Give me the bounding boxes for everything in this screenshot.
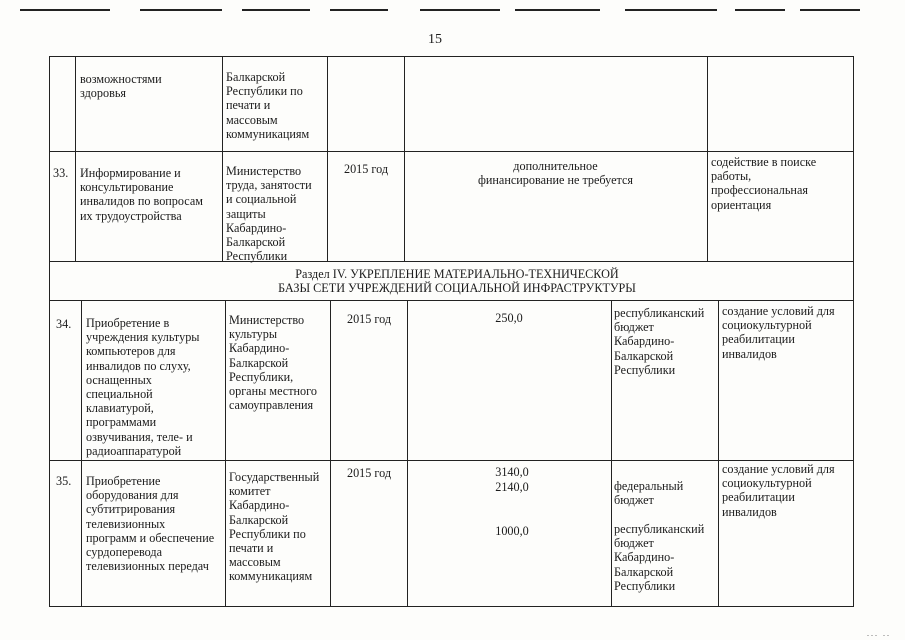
page-number: 15 xyxy=(428,32,442,47)
source-republic: республиканский бюджет Кабардино- Балкарской Республики xyxy=(614,522,705,593)
column-divider xyxy=(611,300,612,607)
measure-cell: Информирование и консультирование инвалидов по вопросам их трудоустройства xyxy=(80,166,203,223)
funding-republic: 1000,0 xyxy=(495,524,529,538)
measure-cell: Приобретение в учреждения культуры компьютеров для инвалидов по слуху, оснащенных специальной клавиатурой, программами озвучивания, теле- и радиоаппаратурой xyxy=(86,316,200,458)
executor-cell: Министерство культуры Кабардино- Балкарской Республики, органы местного самоуправления xyxy=(229,313,317,413)
funding-total: 3140,0 xyxy=(495,465,529,479)
executor-cell: Государственный комитет Кабардино- Балкарской Республики по печати и массовым коммуникациям xyxy=(229,470,320,584)
top-rule-segment xyxy=(625,9,717,11)
executor-cell: Министерство труда, занятости и социальной защиты Кабардино- Балкарской Республики xyxy=(226,164,312,264)
executor-cell: Балкарской Республики по печати и массовым коммуникациям xyxy=(226,70,310,141)
period-cell: 2015 год xyxy=(343,162,389,176)
row-divider xyxy=(49,261,854,262)
column-divider xyxy=(327,56,328,262)
row-number: 35. xyxy=(56,474,72,488)
result-cell: создание условий для социокультурной реабилитации инвалидов xyxy=(722,304,835,361)
top-rule-segment xyxy=(420,9,500,11)
section-title-line: Раздел IV. УКРЕПЛЕНИЕ МАТЕРИАЛЬНО-ТЕХНИЧЕСКОЙ xyxy=(295,267,619,281)
top-rule-segment xyxy=(330,9,388,11)
row-number: 33. xyxy=(53,166,69,180)
table-border-bottom xyxy=(49,606,854,607)
funding-cell: дополнительное финансирование не требуется xyxy=(477,159,634,188)
result-cell: содействие в поиске работы, профессиональная ориентация xyxy=(711,155,817,212)
result-cell: создание условий для социокультурной реабилитации инвалидов xyxy=(722,462,835,519)
measure-cell: Приобретение оборудования для субтитрирования телевизионных программ и обеспечение сурдоперевода телевизионных передач xyxy=(86,474,215,574)
funding-federal: 2140,0 xyxy=(495,480,529,494)
measure-cell: возможностями здоровья xyxy=(80,72,162,101)
top-rule-segment xyxy=(735,9,785,11)
column-divider xyxy=(222,56,223,262)
column-divider xyxy=(718,300,719,607)
funding-cell: 250,0 xyxy=(495,311,523,325)
source-cell: республиканский бюджет Кабардино- Балкарской Республики xyxy=(614,306,705,377)
top-rule-segment xyxy=(515,9,600,11)
table-border-top xyxy=(49,56,854,57)
period-cell: 2015 год xyxy=(346,466,392,480)
table-border-left xyxy=(49,56,50,607)
section-header xyxy=(60,267,854,295)
column-divider xyxy=(707,56,708,262)
column-divider xyxy=(81,300,82,607)
source-federal: федеральный бюджет xyxy=(614,479,684,508)
corner-mark: ... .. xyxy=(867,629,891,638)
top-rule-segment xyxy=(140,9,222,11)
section-title-line: БАЗЫ СЕТИ УЧРЕЖДЕНИЙ СОЦИАЛЬНОЙ ИНФРАСТРУКТУРЫ xyxy=(278,281,636,295)
top-rule-segment xyxy=(800,9,860,11)
row-divider xyxy=(49,300,854,301)
table-border-right xyxy=(853,56,854,607)
top-rule-segment xyxy=(242,9,310,11)
row-divider xyxy=(49,151,854,152)
row-divider xyxy=(49,460,854,461)
row-number: 34. xyxy=(56,317,72,331)
top-rule-segment xyxy=(20,9,110,11)
column-divider xyxy=(75,56,76,262)
period-cell: 2015 год xyxy=(346,312,392,326)
column-divider xyxy=(407,300,408,607)
